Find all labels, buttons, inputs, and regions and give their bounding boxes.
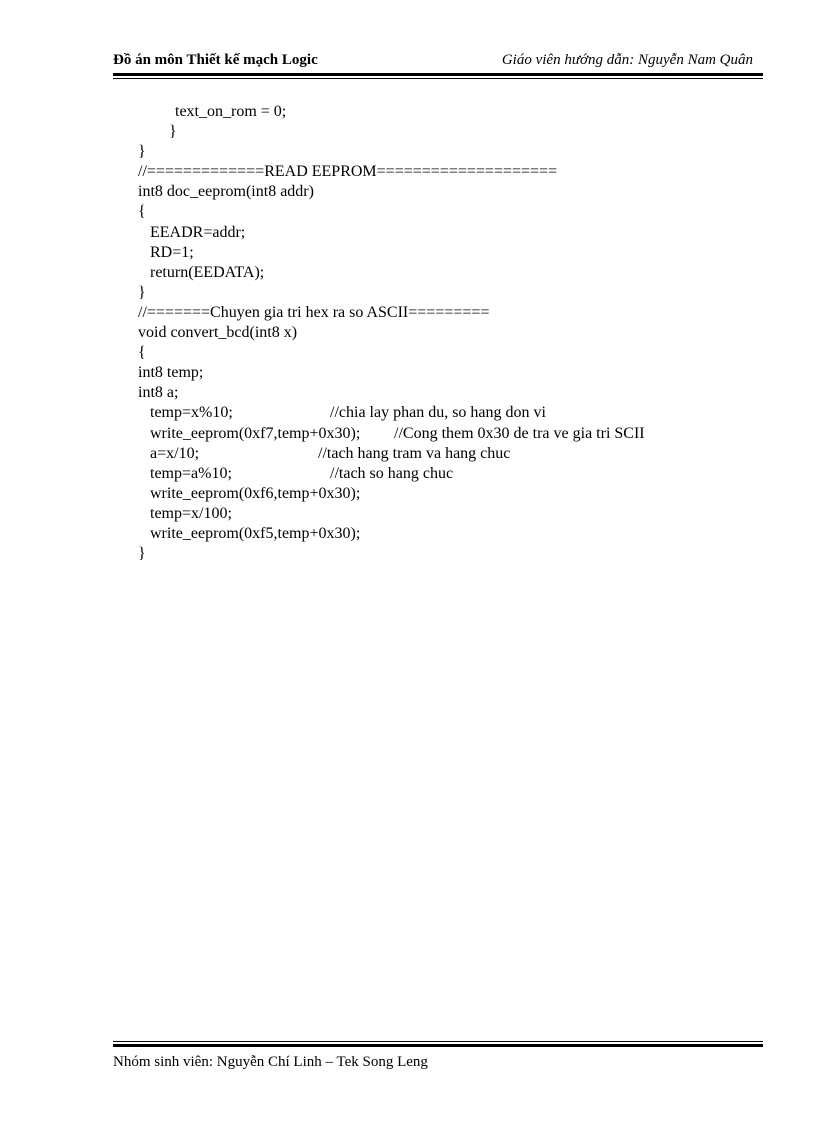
code-line	[138, 524, 758, 544]
code-comment: //tach so hang chuc	[330, 464, 454, 482]
code-text: }	[138, 545, 146, 563]
code-text: temp=x%10;	[150, 404, 233, 422]
code-text: temp=x/100;	[150, 504, 232, 522]
footer-rule-thick	[113, 1044, 763, 1047]
code-comment: //chia lay phan du, so hang don vi	[330, 404, 546, 422]
code-text: text_on_rom = 0;	[175, 103, 287, 120]
code-line	[138, 363, 758, 383]
code-line	[138, 223, 758, 243]
code-line	[138, 464, 758, 484]
code-text: write_eeprom(0xf5,temp+0x30);	[150, 524, 361, 542]
header-rule-thick	[113, 73, 763, 76]
code-text: {	[138, 344, 146, 362]
code-text: {	[138, 203, 146, 221]
section-comment: //=======Chuyen gia tri hex ra so ASCII=========	[138, 303, 490, 321]
code-text: }	[169, 123, 177, 141]
code-text: int8 a;	[138, 384, 179, 402]
code-text: }	[138, 143, 146, 161]
code-text: write_eeprom(0xf6,temp+0x30);	[150, 484, 361, 502]
code-text: write_eeprom(0xf7,temp+0x30);	[150, 424, 361, 442]
code-line	[138, 444, 758, 464]
code-line	[138, 424, 758, 444]
code-text: RD=1;	[150, 243, 194, 261]
code-line	[138, 182, 758, 202]
code-comment: //tach hang tram va hang chuc	[318, 444, 511, 462]
code-line	[138, 142, 758, 162]
code-line	[138, 323, 758, 343]
code-line	[138, 243, 758, 263]
code-text: a=x/10;	[150, 444, 200, 462]
code-line	[138, 263, 758, 283]
header-rule-thin	[113, 78, 763, 79]
code-line	[138, 283, 758, 303]
code-comment: //Cong them 0x30 de tra ve gia tri SCII	[394, 424, 645, 442]
code-line	[138, 343, 758, 363]
code-line	[138, 102, 758, 122]
code-listing	[138, 102, 758, 564]
page-header	[113, 50, 763, 74]
code-text: EEADR=addr;	[150, 223, 246, 241]
code-line	[138, 122, 758, 142]
code-line	[138, 202, 758, 222]
instructor-name: Giáo viên hướng dẫn: Nguyễn Nam Quân	[501, 52, 753, 68]
code-line	[138, 403, 758, 423]
code-line	[138, 504, 758, 524]
section-comment: //=============READ EEPROM====================	[138, 163, 558, 181]
code-line	[138, 162, 758, 182]
function-signature: void convert_bcd(int8 x)	[138, 324, 298, 342]
code-line	[138, 303, 758, 323]
code-line	[138, 484, 758, 504]
code-line	[138, 383, 758, 403]
code-text: temp=a%10;	[150, 464, 232, 482]
code-line	[138, 544, 758, 564]
document-title: Đồ án môn Thiết kế mạch Logic	[113, 52, 318, 68]
code-text: int8 temp;	[138, 364, 204, 382]
code-text: }	[138, 283, 146, 301]
footer-rule-thin	[113, 1041, 763, 1042]
function-signature: int8 doc_eeprom(int8 addr)	[138, 183, 314, 201]
student-names: Nhóm sinh viên: Nguyễn Chí Linh – Tek Song Leng	[113, 1054, 428, 1070]
code-text: return(EEDATA);	[150, 263, 265, 281]
